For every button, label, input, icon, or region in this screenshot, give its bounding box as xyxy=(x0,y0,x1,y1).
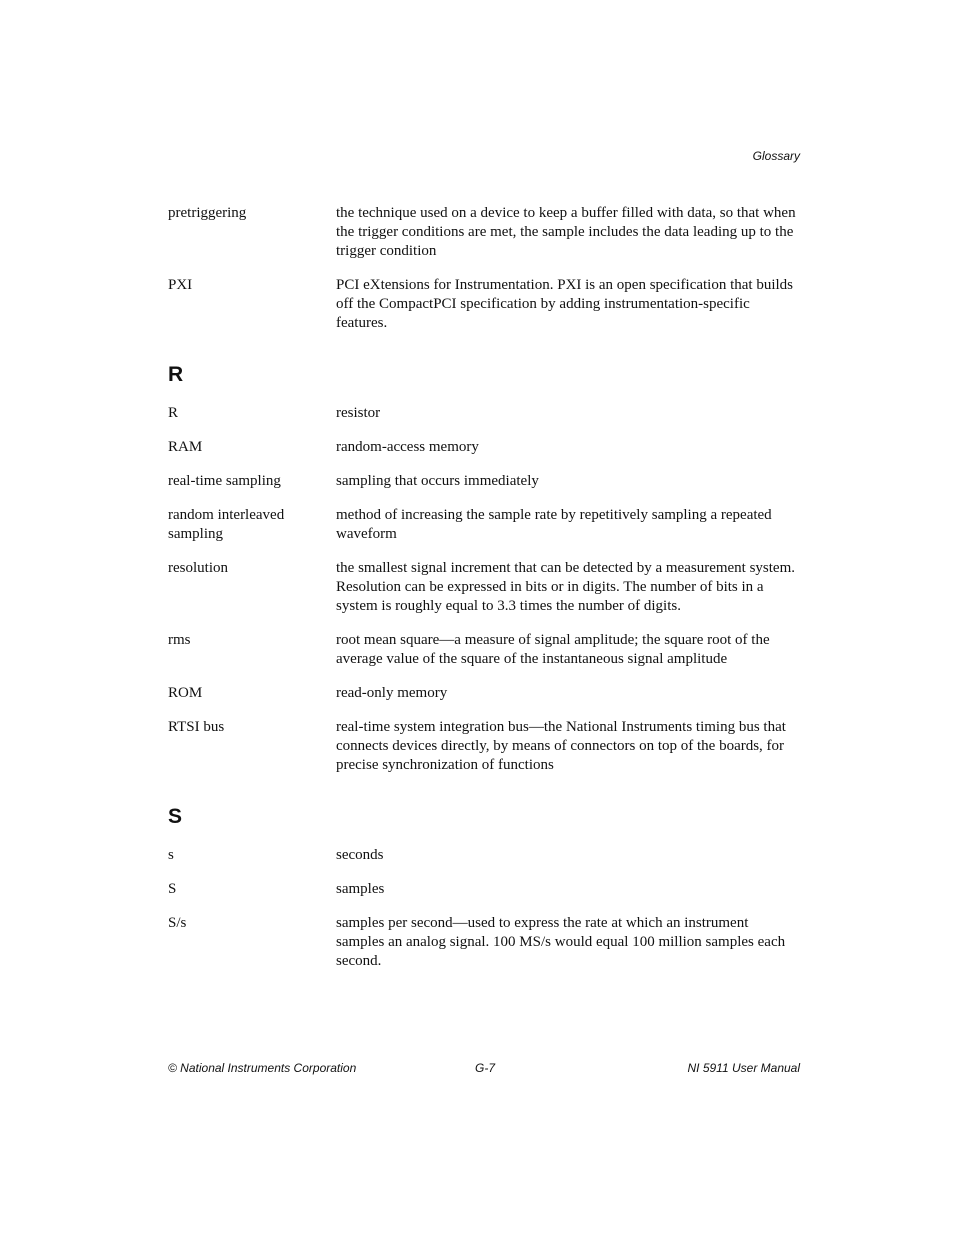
glossary-term: R xyxy=(168,405,179,421)
glossary-definition: samples per second—used to express the rate at which an instrument samples an analog signal. 100 MS/s would equal 100 million samples each second. xyxy=(336,915,786,969)
section-letter-heading: S xyxy=(168,805,183,828)
glossary-term: real-time sampling xyxy=(168,473,281,489)
footer-copyright: © National Instruments Corporation xyxy=(168,1061,357,1075)
glossary-term: S/s xyxy=(168,915,187,931)
glossary-definition: read-only memory xyxy=(336,685,448,701)
glossary-definition: random-access memory xyxy=(336,439,479,455)
glossary-definition: root mean square—a measure of signal amplitude; the square root of the average value of the square of the instantaneous signal amplitude xyxy=(336,632,770,667)
glossary-entry xyxy=(168,438,800,457)
glossary-definition: samples xyxy=(336,881,385,897)
section-letter-heading: R xyxy=(168,363,184,386)
glossary-entry xyxy=(168,404,800,423)
glossary-entry xyxy=(168,718,800,775)
glossary-entry xyxy=(168,684,800,703)
page-number: G-7 xyxy=(475,1061,496,1075)
glossary-term: resolution xyxy=(168,560,228,576)
glossary-entry xyxy=(168,276,800,333)
glossary-term: RTSI bus xyxy=(168,719,225,735)
glossary-term: RAM xyxy=(168,439,203,455)
glossary-content xyxy=(168,204,800,986)
glossary-definition: the technique used on a device to keep a buffer filled with data, so that when the trigger conditions are met, the sample includes the data leading up to the trigger condition xyxy=(336,205,796,259)
glossary-entry xyxy=(168,914,800,971)
glossary-entry xyxy=(168,846,800,865)
glossary-term: random interleaved sampling xyxy=(168,507,285,542)
glossary-entry xyxy=(168,204,800,261)
glossary-term: S xyxy=(168,881,177,897)
glossary-definition: PCI eXtensions for Instrumentation. PXI is an open specification that builds off the CompactPCI specification by adding instrumentation-specific features. xyxy=(336,277,794,331)
glossary-entry xyxy=(168,472,800,491)
page-footer xyxy=(168,1061,800,1077)
glossary-definition: real-time system integration bus—the National Instruments timing bus that connects devices directly, by means of connectors on top of the boards, for precise synchronization of functions xyxy=(336,719,786,773)
glossary-entry xyxy=(168,631,800,669)
glossary-entry xyxy=(168,559,800,616)
glossary-term: PXI xyxy=(168,277,193,293)
glossary-definition: seconds xyxy=(336,847,384,863)
glossary-term: s xyxy=(168,847,174,863)
glossary-definition: the smallest signal increment that can be detected by a measurement system. Resolution can be expressed in bits or in digits. The number of bits in a system is roughly equal to 3.3 times the number of digits. xyxy=(336,560,796,614)
glossary-definition: resistor xyxy=(336,405,381,421)
glossary-term: rms xyxy=(168,632,191,648)
running-header: Glossary xyxy=(752,149,800,163)
glossary-definition: sampling that occurs immediately xyxy=(336,473,539,489)
glossary-entry xyxy=(168,880,800,899)
glossary-definition: method of increasing the sample rate by repetitively sampling a repeated waveform xyxy=(336,507,772,542)
glossary-term: pretriggering xyxy=(168,205,247,221)
glossary-entry xyxy=(168,506,800,544)
glossary-term: ROM xyxy=(168,685,203,701)
manual-title: NI 5911 User Manual xyxy=(687,1061,800,1075)
